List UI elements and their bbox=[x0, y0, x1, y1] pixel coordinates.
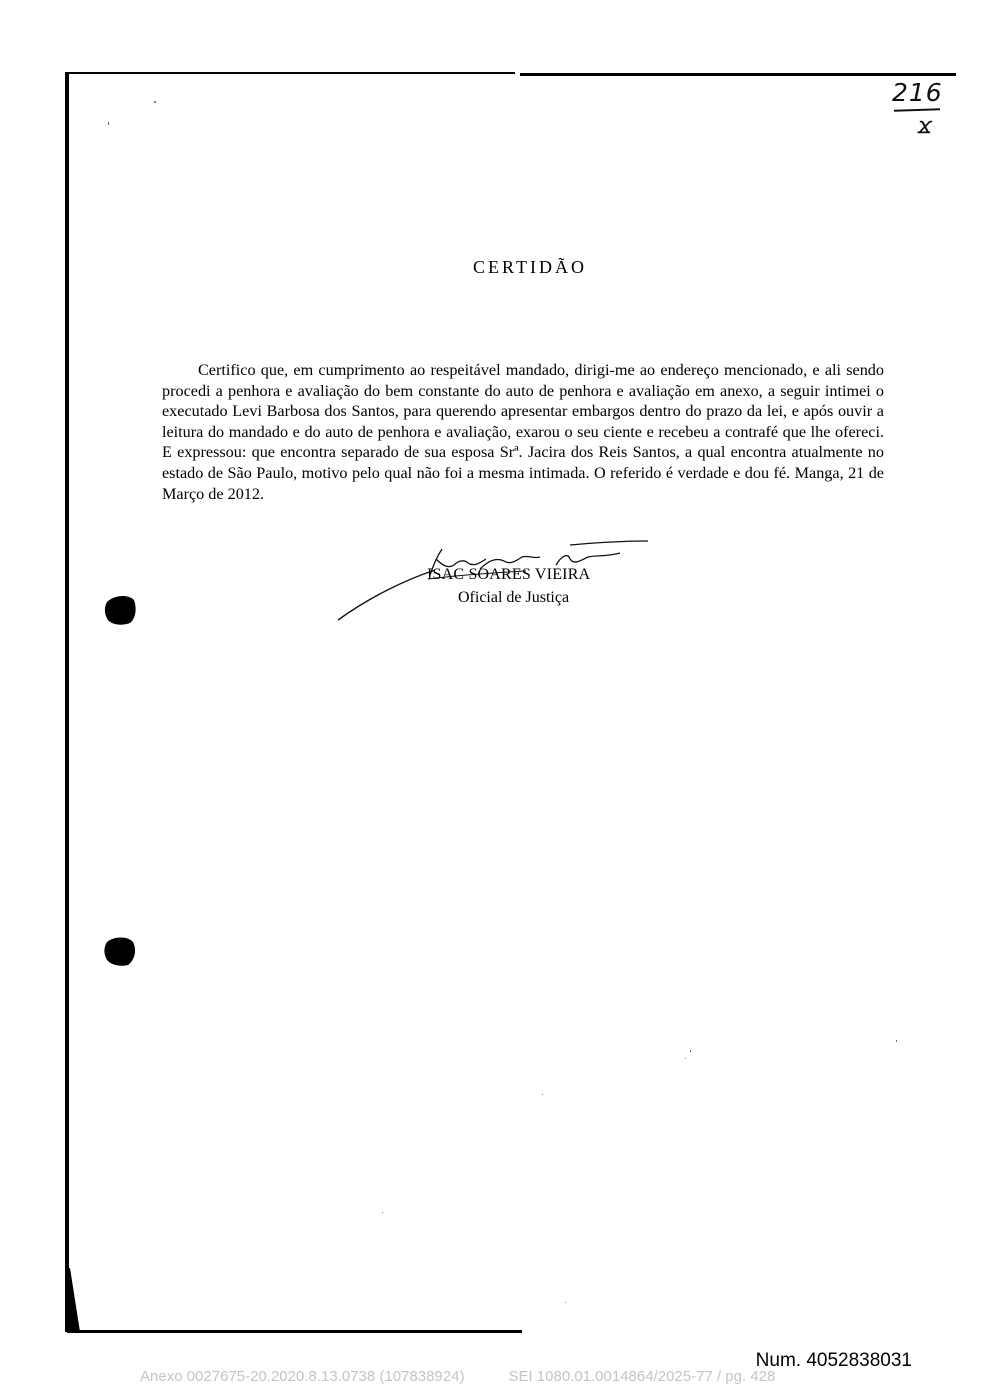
corner-shadow bbox=[62, 1268, 82, 1334]
scan-speck bbox=[382, 1212, 383, 1213]
document-title: CERTIDÃO bbox=[473, 257, 587, 277]
footer-reference bbox=[140, 1368, 860, 1385]
scan-border-bottom bbox=[67, 1330, 522, 1333]
page-number-handwritten: 216 bbox=[892, 78, 943, 107]
scan-speck bbox=[565, 1302, 566, 1303]
scan-speck bbox=[685, 1058, 686, 1059]
scan-speck bbox=[154, 101, 156, 103]
page-number-underline bbox=[894, 108, 940, 112]
body-text: Certifico que, em cumprimento ao respeitável mandado, dirigi-me ao endereço mencionado, e ali sendo procedi a penhora e avaliação do bem constante do auto de penhora e avaliação em anexo, a seguir intimei o executado Levi Barbosa dos Santos, para querendo apresentar embargos dentro do prazo da lei, e após ouvir a leitura do mandado e do auto de penhora e avaliação, exarou o seu ciente e recebeu a contrafé que lhe ofereci. E expressou: que encontra separado de sua esposa Srª. Jacira dos Reis Santos, a qual encontra atualmente no estado de São Paulo, motivo pelo qual não foi a mesma intimada. O referido é verdade e dou fé. Manga, 21 de Março de 2012. bbox=[162, 361, 884, 503]
signer-role: Oficial de Justiça bbox=[458, 589, 570, 606]
signer-name: ISAC SOARES VIEIRA bbox=[427, 566, 591, 583]
scan-border-left bbox=[65, 72, 69, 1332]
scan-border-top bbox=[67, 72, 515, 74]
scan-speck bbox=[108, 122, 109, 125]
page-mark-handwritten: ϫ bbox=[918, 114, 932, 139]
document-number: Num. 4052838031 bbox=[755, 1350, 912, 1371]
scan-border-top-right bbox=[520, 73, 956, 76]
document-body bbox=[162, 360, 884, 504]
scan-speck bbox=[896, 1040, 897, 1042]
punch-hole-upper bbox=[104, 594, 138, 626]
sei-reference: SEI 1080.01.0014864/2025-77 / pg. 428 bbox=[508, 1368, 776, 1385]
punch-hole-lower bbox=[103, 935, 137, 967]
scan-speck bbox=[690, 1050, 691, 1052]
annex-reference: Anexo 0027675-20.2020.8.13.0738 (107838924) bbox=[140, 1368, 465, 1385]
scan-speck bbox=[542, 1094, 543, 1095]
